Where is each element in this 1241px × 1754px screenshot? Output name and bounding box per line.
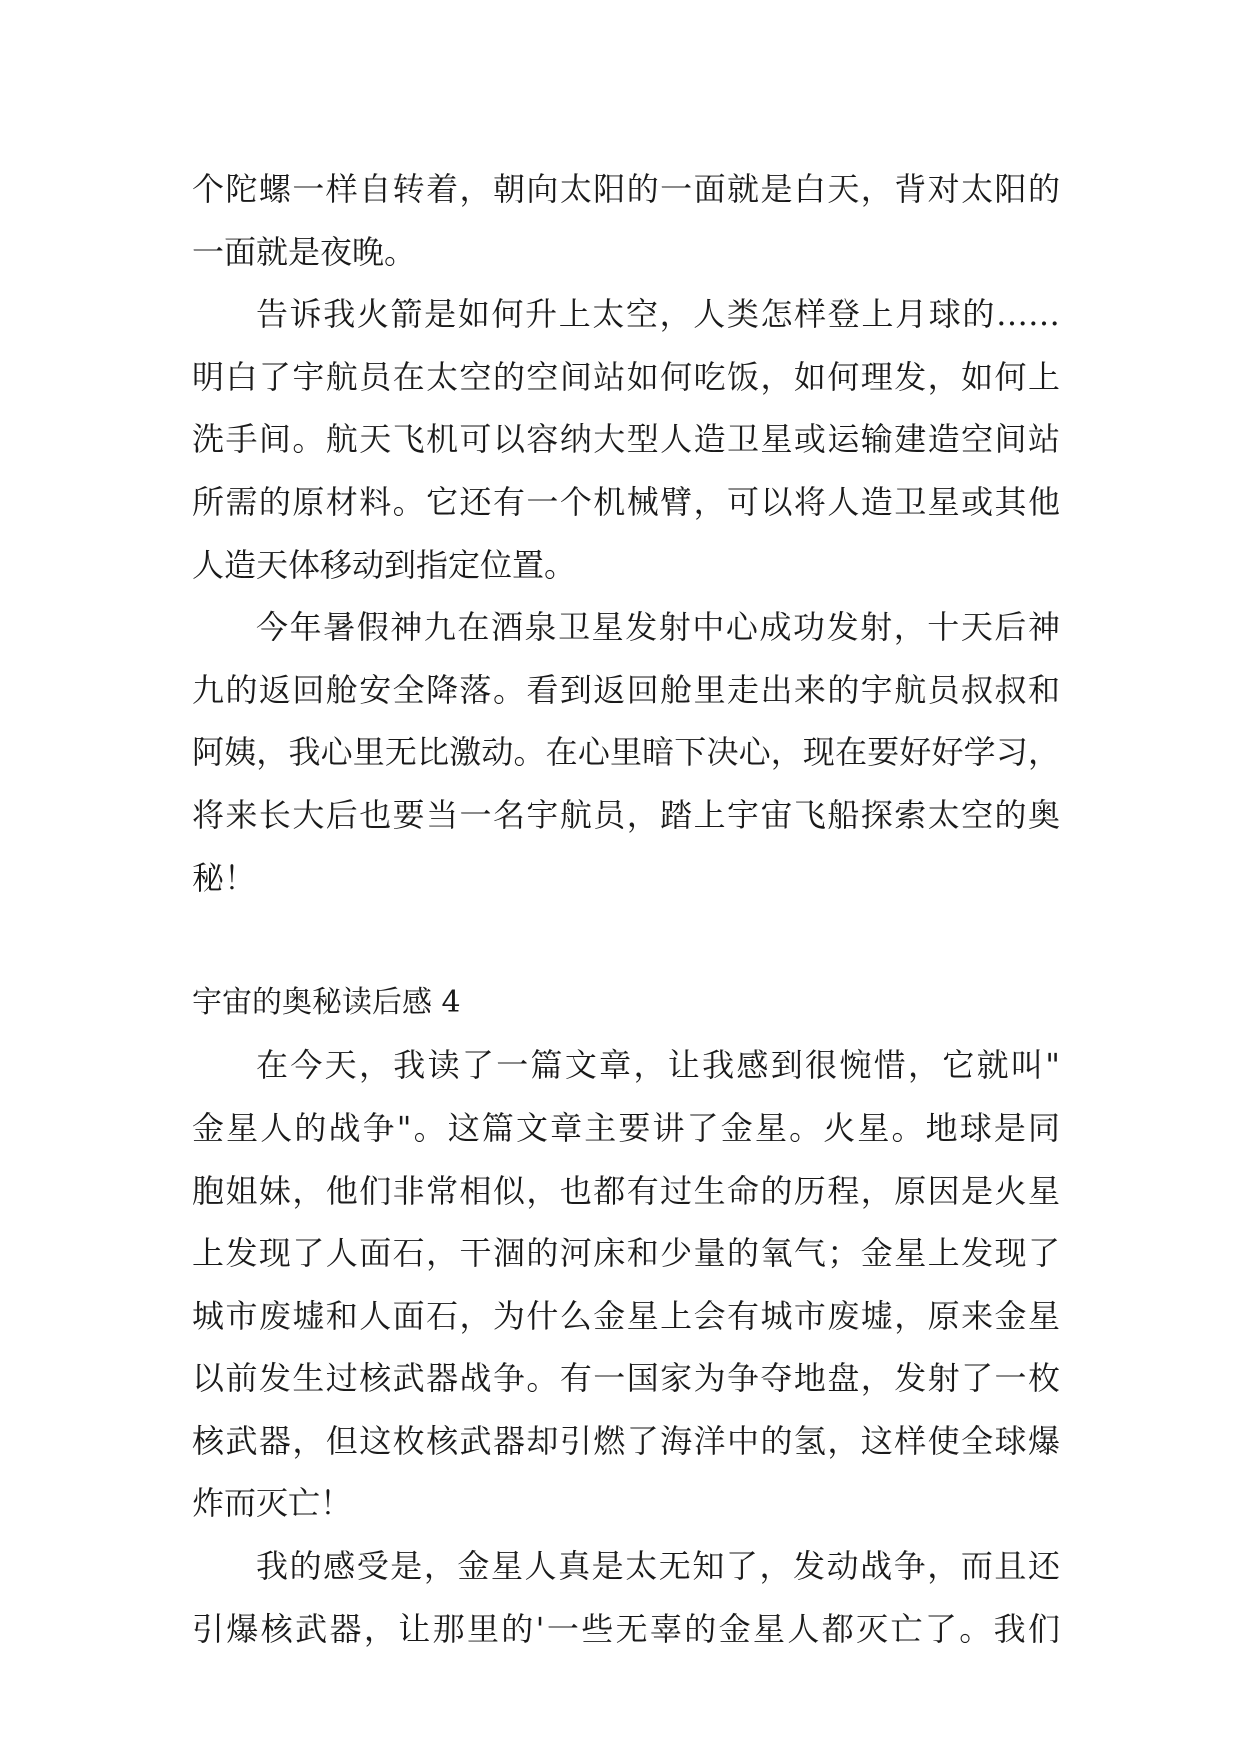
text-line: 所需的原材料。它还有一个机械臂，可以将人造卫星或其他 — [192, 482, 1060, 521]
text-line: 阿姨，我心里无比激动。在心里暗下决心，现在要好好学习， — [192, 733, 1060, 772]
text-line: 将来长大后也要当一名宇航员，踏上宇宙飞船探索太空的奥 — [192, 795, 1060, 834]
paragraph-venus-war — [192, 1034, 1060, 1535]
text-line: 上发现了人面石，干涸的河床和少量的氧气；金星上发现了 — [192, 1234, 1060, 1273]
text-line: 一面就是夜晚。 — [192, 232, 417, 271]
section-spacer — [192, 909, 1060, 972]
paragraph-rocket-space — [192, 283, 1060, 596]
text-line: 以前发生过核武器战争。有一国家为争夺地盘，发射了一枚 — [192, 1359, 1060, 1398]
text-line: 城市废墟和人面石，为什么金星上会有城市废墟，原来金星 — [192, 1296, 1060, 1335]
document-body — [192, 158, 1060, 1660]
text-line: 秘！ — [192, 858, 257, 897]
paragraph-shenjiu — [192, 596, 1060, 909]
paragraph-earth-rotation — [192, 158, 1060, 283]
paragraph-my-feelings — [192, 1535, 1060, 1660]
text-line: 人造天体移动到指定位置。 — [192, 545, 577, 584]
section-heading: 宇宙的奥秘读后感 4 — [192, 984, 461, 1020]
text-line: 今年暑假神九在酒泉卫星发射中心成功发射，十天后神 — [256, 608, 1060, 647]
text-line: 炸而灭亡！ — [192, 1484, 353, 1523]
text-line: 核武器，但这枚核武器却引燃了海洋中的氢，这样使全球爆 — [192, 1421, 1060, 1460]
text-line: 引爆核武器，让那里的'一些无辜的金星人都灭亡了。我们 — [192, 1609, 1060, 1648]
text-line: 我的感受是，金星人真是太无知了，发动战争，而且还 — [256, 1547, 1060, 1586]
text-line: 个陀螺一样自转着，朝向太阳的一面就是白天，背对太阳的 — [192, 170, 1060, 208]
text-line: 在今天，我读了一篇文章，让我感到很惋惜，它就叫" — [256, 1046, 1060, 1085]
text-line: 胞姐妹，他们非常相似，也都有过生命的历程，原因是火星 — [192, 1171, 1060, 1210]
text-line: 告诉我火箭是如何升上太空，人类怎样登上月球的…… — [256, 295, 1060, 334]
text-line: 金星人的战争"。这篇文章主要讲了金星。火星。地球是同 — [192, 1108, 1060, 1147]
text-line: 九的返回舱安全降落。看到返回舱里走出来的宇航员叔叔和 — [192, 670, 1060, 709]
text-line: 明白了宇航员在太空的空间站如何吃饭，如何理发，如何上 — [192, 357, 1060, 396]
text-line: 洗手间。航天飞机可以容纳大型人造卫星或运输建造空间站 — [192, 420, 1060, 459]
